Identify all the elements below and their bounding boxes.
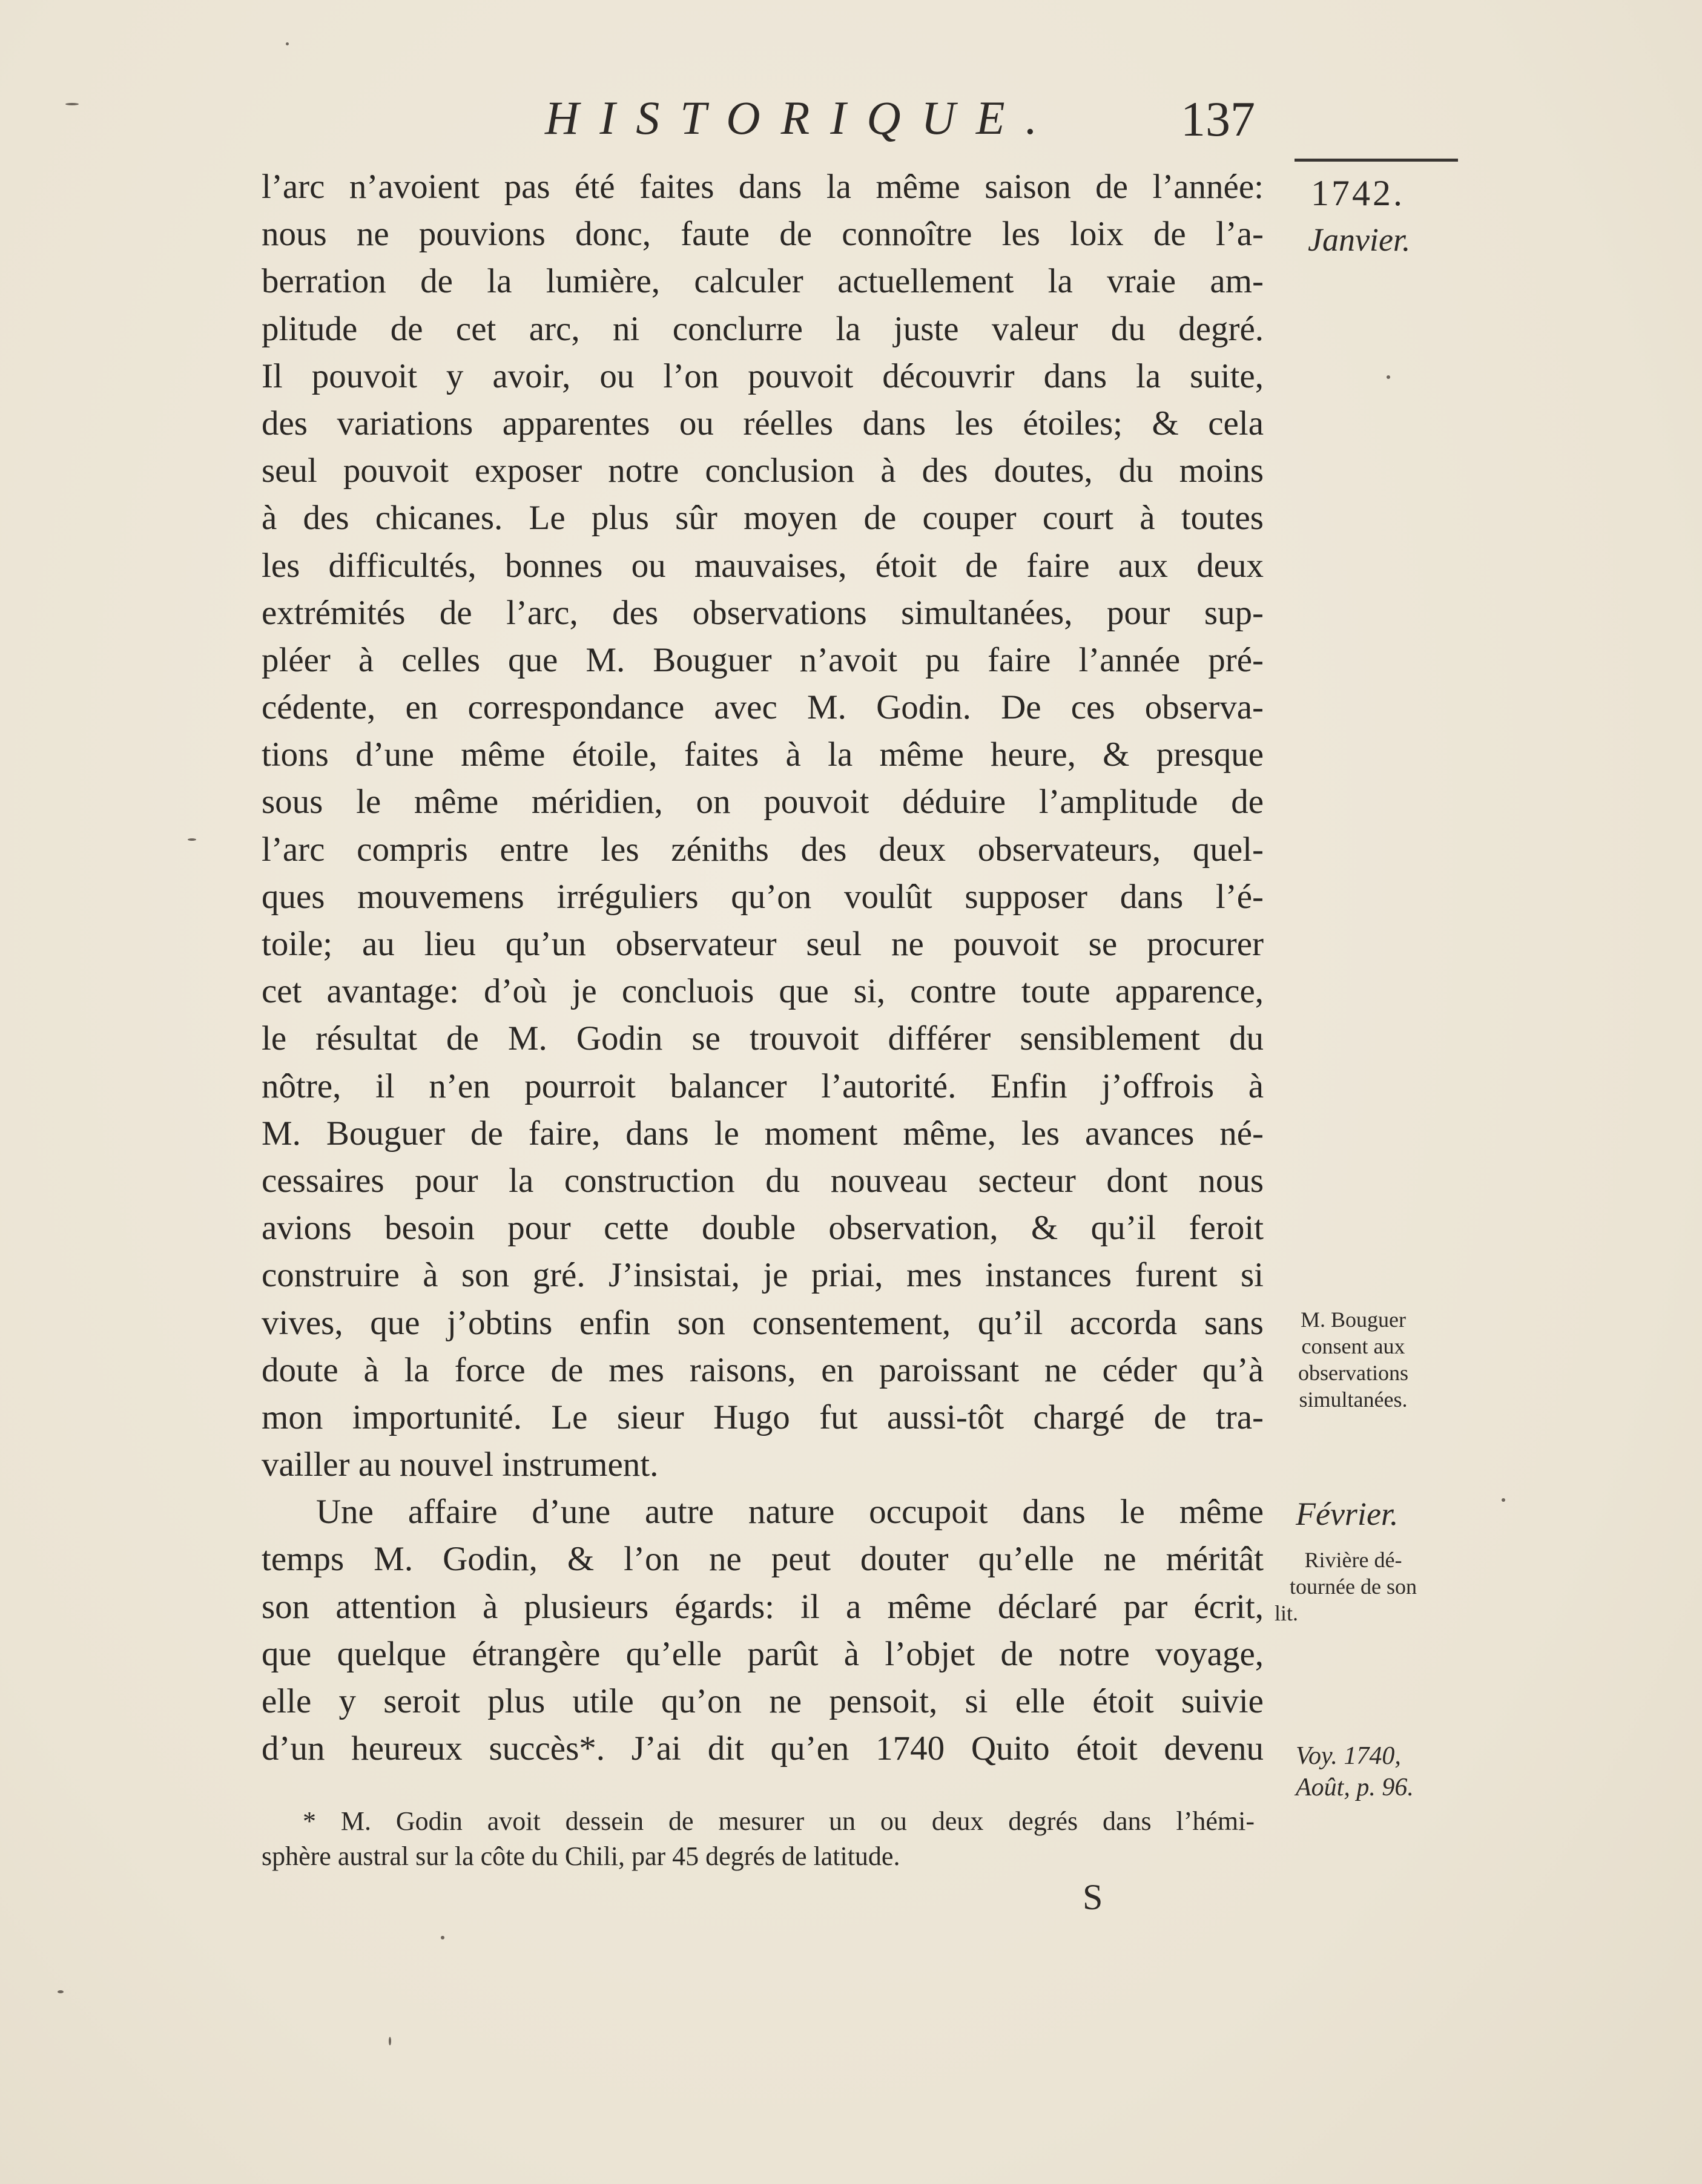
- footnote-line: * M. Godin avoit dessein de mesurer un ou deux degrés dans l’hémi-: [303, 1806, 1255, 1836]
- text-line: cet avantage: d’où je concluois que si, contre toute apparence,: [262, 972, 1264, 1011]
- margin-note-line: Rivière dé-: [1304, 1548, 1402, 1572]
- text-line: l’arc n’avoient pas été faites dans la même saison de l’année:: [262, 168, 1264, 206]
- text-line: avions besoin pour cette double observation, & qu’il feroit: [262, 1209, 1264, 1248]
- margin-ref-line: Août, p. 96.: [1296, 1774, 1414, 1801]
- text-line: à des chicanes. Le plus sûr moyen de couper court à toutes: [262, 499, 1264, 538]
- paper-speck: [1387, 375, 1390, 379]
- margin-note-line: simultanées.: [1299, 1387, 1408, 1412]
- text-line: construire à son gré. J’insistai, je priai, mes instances furent si: [262, 1256, 1264, 1295]
- text-line: tions d’une même étoile, faites à la même heure, & presque: [262, 735, 1264, 774]
- text-line: d’un heureux succès*. J’ai dit qu’en 1740 Quito étoit devenu: [262, 1729, 1264, 1768]
- margin-year: 1742.: [1311, 173, 1405, 213]
- margin-note-line: tournée de son: [1290, 1574, 1417, 1599]
- text-line: toile; au lieu qu’un observateur seul ne pouvoit se procurer: [262, 925, 1264, 963]
- text-line: vailler au nouvel instrument.: [262, 1446, 659, 1484]
- text-line: ques mouvemens irréguliers qu’on voulût supposer dans l’é-: [262, 877, 1264, 916]
- text-line: temps M. Godin, & l’on ne peut douter qu’elle ne méritât: [262, 1540, 1264, 1579]
- text-line: les difficultés, bonnes ou mauvaises, étoit de faire aux deux: [262, 546, 1264, 585]
- page-header: [545, 91, 1272, 157]
- text-line: nôtre, il n’en pourroit balancer l’autorité. Enfin j’offrois à: [262, 1067, 1264, 1105]
- margin-note-line: observations: [1298, 1361, 1408, 1385]
- text-line: berration de la lumière, calculer actuellement la vraie am-: [262, 262, 1264, 301]
- text-line: M. Bouguer de faire, dans le moment même, les avances né-: [262, 1114, 1264, 1153]
- margin-month-janvier: Janvier.: [1308, 222, 1411, 258]
- text-line: elle y seroit plus utile qu’on ne pensoit, si elle étoit suivie: [262, 1682, 1264, 1720]
- margin-note-line: lit.: [1275, 1601, 1299, 1625]
- paper-speck: [1502, 1498, 1505, 1502]
- text-line: plitude de cet arc, ni conclurre la juste valeur du degré.: [262, 309, 1264, 348]
- margin-note-bouguer: [1275, 1306, 1432, 1413]
- paper-speck: [441, 1936, 444, 1939]
- paper-speck: [389, 2037, 391, 2045]
- text-line: le résultat de M. Godin se trouvoit différer sensiblement du: [262, 1019, 1264, 1058]
- footnote: [262, 1804, 1255, 1874]
- text-line: seul pouvoit exposer notre conclusion à des doutes, du moins: [262, 452, 1264, 490]
- text-line: extrémités de l’arc, des observations simultanées, pour sup-: [262, 593, 1264, 632]
- text-line: nous ne pouvions donc, faute de connoître les loix de l’a-: [262, 215, 1264, 254]
- margin-reference: [1296, 1740, 1453, 1803]
- text-line: pléer à celles que M. Bouguer n’avoit pu faire l’année pré-: [262, 640, 1264, 679]
- text-line: l’arc compris entre les zéniths des deux observateurs, quel-: [262, 830, 1264, 869]
- paper-speck: [286, 42, 289, 45]
- text-line: des variations apparentes ou réelles dans les étoiles; & cela: [262, 404, 1264, 442]
- text-line: vives, que j’obtins enfin son consentement, qu’il accorda sans: [262, 1303, 1264, 1342]
- margin-note-line: M. Bouguer: [1301, 1307, 1406, 1332]
- margin-note-riviere: [1275, 1547, 1432, 1626]
- margin-note-line: consent aux: [1301, 1334, 1405, 1358]
- text-line: mon importunité. Le sieur Hugo fut aussi-tôt chargé de tra-: [262, 1398, 1264, 1436]
- text-line: Une affaire d’une autre nature occupoit dans le même: [316, 1493, 1264, 1531]
- text-line: sous le même méridien, on pouvoit déduire l’amplitude de: [262, 783, 1264, 821]
- footnote-line: sphère austral sur la côte du Chili, par 45 degrés de latitude.: [262, 1841, 900, 1871]
- text-line: cédente, en correspondance avec M. Godin. De ces observa-: [262, 688, 1264, 727]
- margin-month-fevrier: Février.: [1296, 1496, 1399, 1532]
- text-line: que quelque étrangère qu’elle parût à l’objet de notre voyage,: [262, 1634, 1264, 1673]
- header-rule: [1295, 159, 1458, 162]
- text-line: cessaires pour la construction du nouveau secteur dont nous: [262, 1161, 1264, 1200]
- text-line: Il pouvoit y avoir, ou l’on pouvoit découvrir dans la suite,: [262, 357, 1264, 395]
- running-title: HISTORIQUE.: [545, 91, 1058, 144]
- paper-speck: [58, 1990, 64, 1993]
- margin-ref-line: Voy. 1740,: [1296, 1742, 1401, 1770]
- text-line: son attention à plusieurs égards: il a même déclaré par écrit,: [262, 1587, 1264, 1626]
- signature-mark: S: [1083, 1877, 1103, 1917]
- paper-speck: [188, 838, 196, 841]
- paper-speck: [65, 103, 79, 105]
- page-number: 137: [1181, 91, 1255, 146]
- text-line: doute à la force de mes raisons, en paroissant ne céder qu’à: [262, 1350, 1264, 1389]
- main-text: [262, 163, 1264, 1772]
